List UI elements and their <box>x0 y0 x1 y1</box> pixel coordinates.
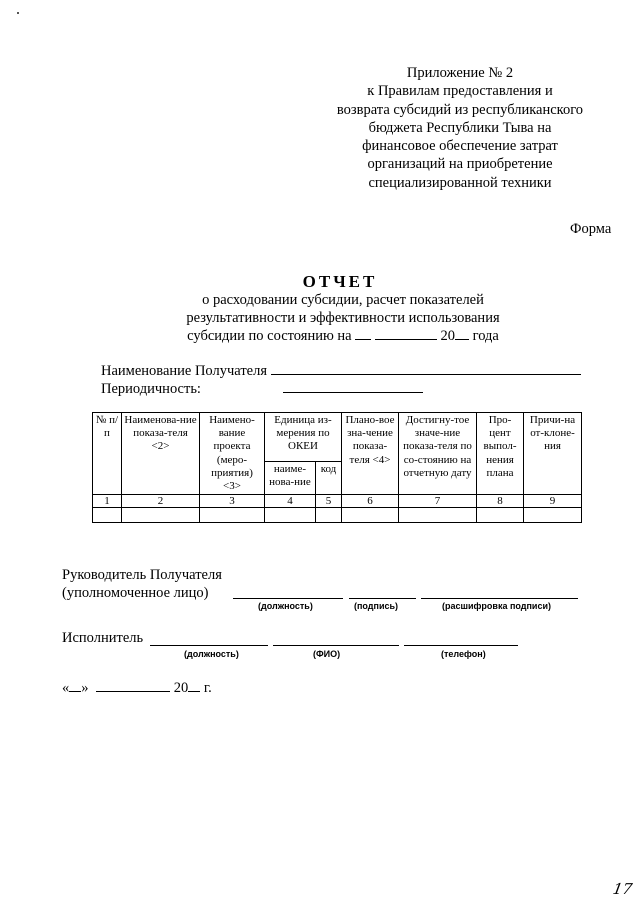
recipient-name-label: Наименование Получателя <box>101 363 268 379</box>
date-year-field[interactable] <box>188 679 200 692</box>
header-achieved: Достигну-тое значе-ние показа-теля по со-стоянию на отчетную дату <box>399 413 477 495</box>
column-number: 7 <box>399 495 477 508</box>
date-close-quote: » <box>81 680 89 696</box>
subtitle-line: результативности и эффективности использования <box>186 310 500 327</box>
header-planned: Плано-вое зна-чение показа-теля <4> <box>342 413 399 495</box>
head-signature-label <box>62 566 222 602</box>
head-label-line1: Руководитель Получателя <box>62 567 222 583</box>
column-number: 3 <box>200 495 265 508</box>
recipient-period-row <box>101 380 581 398</box>
date-year: 20 <box>440 328 455 345</box>
column-number: 6 <box>342 495 399 508</box>
column-number: 5 <box>316 495 342 508</box>
date-day-field[interactable] <box>69 679 81 692</box>
table-cell[interactable] <box>399 508 477 523</box>
executor-label: Исполнитель <box>62 630 144 646</box>
date-open-quote: « <box>62 680 70 696</box>
subtitle-line: о расходовании субсидии, расчет показателей <box>202 292 484 308</box>
day-blank <box>355 327 371 340</box>
table-cell[interactable] <box>316 508 342 523</box>
caption-decoding: (расшифровка подписи) <box>442 601 551 611</box>
date-year-prefix: 20 <box>173 680 189 696</box>
head-label-line2: (уполномоченное лицо) <box>62 585 209 601</box>
header-num: № п/п <box>93 413 122 495</box>
header-unit-name: наиме-нова-ние <box>265 461 316 495</box>
table-cell[interactable] <box>122 508 200 523</box>
report-table <box>92 412 582 523</box>
table-cell[interactable] <box>524 508 582 523</box>
appendix-line: Приложение № 2 <box>406 65 514 81</box>
column-number: 4 <box>265 495 316 508</box>
header-unit-group: Единица из-мерения по ОКЕИ <box>265 413 342 462</box>
column-number: 8 <box>477 495 524 508</box>
table-cell[interactable] <box>342 508 399 523</box>
date-month-field[interactable] <box>96 679 170 692</box>
table-cell[interactable] <box>265 508 316 523</box>
header-percent: Про-цент выпол-нения плана <box>477 413 524 495</box>
column-number: 2 <box>122 495 200 508</box>
report-subtitle <box>0 291 640 346</box>
appendix-line: возврата субсидий из республиканского <box>336 101 584 118</box>
recipient-period-label: Периодичность: <box>101 381 201 397</box>
head-decoding-field[interactable] <box>421 598 578 599</box>
appendix-line: специализированной техники <box>368 174 552 191</box>
header-indicator-name: Наименова-ние показа-теля <2> <box>122 413 200 495</box>
head-position-field[interactable] <box>233 598 343 599</box>
caption-executor-phone: (телефон) <box>441 649 486 659</box>
date-year-suffix: г. <box>203 680 212 696</box>
date-prefix: субсидии по состоянию на <box>187 328 352 345</box>
executor-phone-field[interactable] <box>404 645 518 646</box>
caption-executor-name: (ФИО) <box>313 649 341 659</box>
form-label: Форма <box>570 221 612 237</box>
subtitle-date-line <box>0 327 640 345</box>
recipient-period-field[interactable] <box>283 380 423 393</box>
caption-position: (должность) <box>258 601 313 611</box>
table-row <box>93 508 582 523</box>
scan-speck <box>17 12 19 14</box>
recipient-name-field[interactable] <box>271 362 581 375</box>
appendix-line: бюджета Республики Тыва на <box>368 119 552 136</box>
date-suffix: года <box>472 328 499 345</box>
year-blank <box>455 327 469 340</box>
appendix-line: организаций на приобретение <box>367 156 553 173</box>
table-cell[interactable] <box>93 508 122 523</box>
table-cell[interactable] <box>477 508 524 523</box>
head-signature-field[interactable] <box>349 598 416 599</box>
recipient-name-row <box>101 362 581 380</box>
report-title: ОТЧЕТ <box>302 272 378 291</box>
table-cell[interactable] <box>200 508 265 523</box>
appendix-block <box>330 64 590 192</box>
appendix-line: финансовое обеспечение затрат <box>362 138 558 155</box>
recipient-block <box>101 362 581 398</box>
column-number: 1 <box>93 495 122 508</box>
caption-executor-position: (должность) <box>184 649 239 659</box>
appendix-line: к Правилам предоставления и <box>367 83 553 100</box>
handwritten-page-number: 17 <box>611 880 634 898</box>
column-number: 9 <box>524 495 582 508</box>
month-blank <box>375 327 437 340</box>
executor-name-field[interactable] <box>273 645 399 646</box>
header-unit-code: код <box>316 461 342 495</box>
executor-position-field[interactable] <box>150 645 268 646</box>
caption-signature: (подпись) <box>354 601 399 611</box>
column-number-row <box>93 495 582 508</box>
signature-date <box>62 679 212 697</box>
header-reason: Причи-на от-клоне-ния <box>524 413 582 495</box>
header-project-name: Наимено-вание проекта (меро-приятия) <3> <box>200 413 265 495</box>
